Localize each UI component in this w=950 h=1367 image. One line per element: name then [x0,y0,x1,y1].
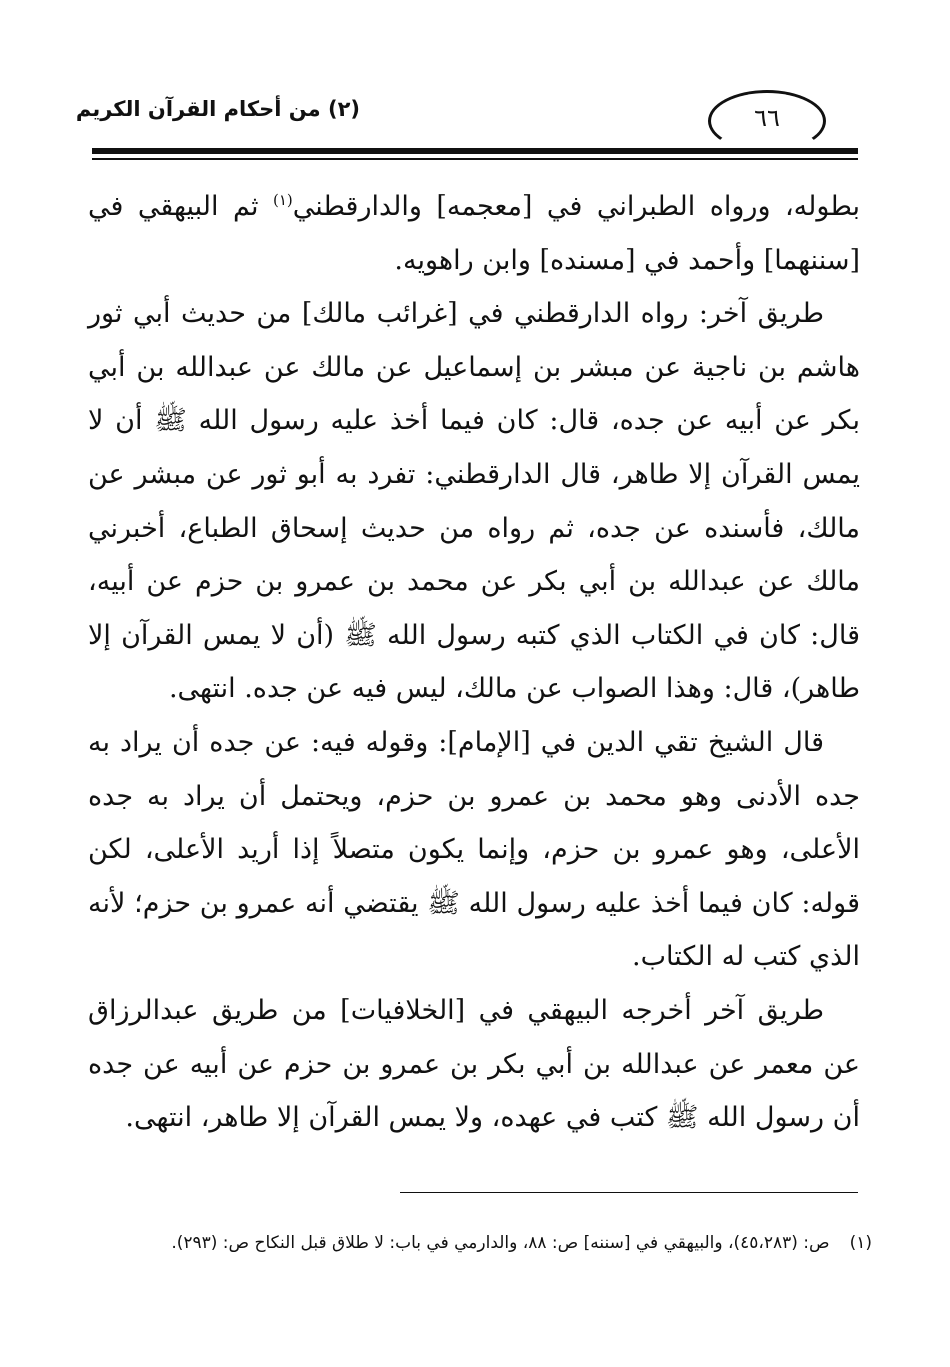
page-number: ٦٦ [754,104,780,132]
main-text [88,180,860,1145]
paragraph-1-text: بطوله، ورواه الطبراني في [معجمه] والدارقطني [292,191,860,222]
footnote-reference[interactable]: (١) [272,191,293,209]
paragraph-4: طريق آخر أخرجه البيهقي في [الخلافيات] من طريق عبدالرزاق عن معمر عن عبدالله بن أبي بكر بن عمرو بن حزم عن أبيه عن جده أن رسول الله ﷺ كتب في عهده، ولا يمس القرآن إلا طاهر، انتهى. [88,994,860,1134]
paragraph-3: قال الشيخ تقي الدين في [الإمام]: وقوله فيه: عن جده أن يراد به جده الأدنى وهو محمد بن عمرو بن حزم، ويحتمل أن يراد به جده الأعلى، وهو عمرو بن حزم، وإنما يكون متصلاً إذا أريد الأعلى، لكن قوله: كان فيما أخذ عليه رسول الله ﷺ يقتضي أنه عمرو بن حزم؛ لأنه الذي كتب له الكتاب. [88,726,860,973]
paragraph-1 [88,180,860,287]
paragraph-2: طريق آخر: رواه الدارقطني في [غرائب مالك] من حديث أبي ثور هاشم بن ناجية عن مبشر بن إسماعيل عن مالك عن عبدالله بن أبي بكر عن أبيه عن جده، قال: كان فيما أخذ عليه رسول الله ﷺ أن لا يمس القرآن إلا طاهر، قال الدارقطني: تفرد به أبو ثور عن مبشر عن مالك، فأسنده عن جده، ثم رواه من حديث إسحاق الطباع، أخبرني مالك عن عبدالله بن أبي بكر عن محمد بن عمرو بن حزم عن أبيه، قال: كان في الكتاب الذي كتبه رسول الله ﷺ (أن لا يمس القرآن إلا طاهر)، قال: وهذا الصواب عن مالك، ليس فيه عن جده. انتهى. [88,298,860,705]
running-title: (٢) من أحكام القرآن الكريم [75,97,360,121]
footnote-marker: (١) [849,1233,872,1253]
footnote [90,1226,872,1260]
paragraph-1-text-cont: ثم البيهقي في [سننهما] وأحمد في [مسنده] وابن راهويه. [88,191,860,276]
header-rule [92,148,858,154]
header-rule-secondary [92,158,858,160]
footnote-separator [400,1192,858,1193]
footnote-text: ص: (٤٥،٢٨٣)، والبيهقي في [سننه] ص: ٨٨، والدارمي في باب: لا طلاق قبل النكاح ص: (٢٩٣). [171,1233,830,1253]
